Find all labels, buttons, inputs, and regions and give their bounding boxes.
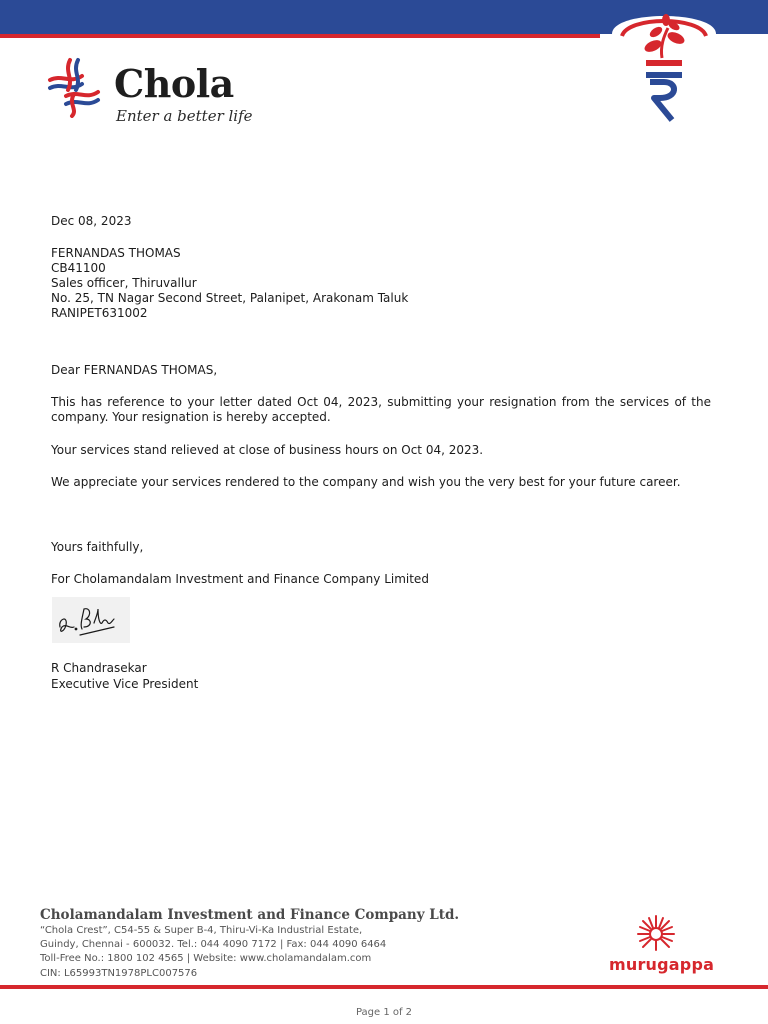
group-brand-name: murugappa (609, 955, 715, 974)
rupee-plant-icon (608, 6, 720, 126)
on-behalf-line: For Cholamandalam Investment and Finance Company Limited (51, 572, 429, 586)
footer-accent-line (0, 985, 768, 989)
recipient-block (51, 246, 408, 321)
recipient-city-pin: RANIPET631002 (51, 306, 148, 320)
brand-tagline: Enter a better life (116, 107, 253, 125)
recipient-address: No. 25, TN Nagar Second Street, Palanipet, Arakonam Taluk (51, 291, 409, 305)
page-number: Page 1 of 2 (355, 1007, 413, 1018)
murugappa-logo-icon (632, 912, 680, 952)
letter-date: Dec 08, 2023 (51, 214, 132, 228)
footer-address-line: “Chola Crest”, C54-55 & Super B-4, Thiru-Vi-Ka Industrial Estate, (40, 925, 363, 936)
signature-area (52, 597, 130, 643)
body-paragraph-3: We appreciate your services rendered to the company and wish you the very best for your future career. (51, 475, 681, 489)
recipient-code: CB41100 (51, 261, 106, 275)
recipient-name: FERNANDAS THOMAS (51, 246, 181, 260)
header-accent-line (0, 34, 600, 38)
recipient-designation: Sales officer, Thiruvallur (51, 276, 197, 290)
chola-logo-icon (40, 54, 108, 118)
signature-icon (52, 597, 130, 643)
footer-address-line: Toll-Free No.: 1800 102 4565 | Website: www.cholamandalam.com (40, 953, 372, 965)
body-paragraph-2: Your services stand relieved at close of business hours on Oct 04, 2023. (51, 443, 484, 457)
salutation: Dear FERNANDAS THOMAS, (51, 363, 218, 377)
brand-name: Chola (114, 61, 234, 106)
signatory-name: R Chandrasekar (51, 661, 147, 675)
signatory-title: Executive Vice President (51, 677, 199, 691)
footer-address (40, 924, 386, 981)
footer-company-name: Cholamandalam Investment and Finance Company Ltd. (40, 907, 460, 923)
footer-cin: CIN: L65993TN1978PLC007576 (40, 967, 198, 979)
closing: Yours faithfully, (51, 540, 144, 554)
body-paragraph-1: This has reference to your letter dated Oct 04, 2023, submitting your resignation from the services of the company. Your resignation is hereby accepted. (51, 395, 711, 424)
footer-address-line: Guindy, Chennai - 600032. Tel.: 044 4090 7172 | Fax: 044 4090 6464 (40, 939, 387, 951)
